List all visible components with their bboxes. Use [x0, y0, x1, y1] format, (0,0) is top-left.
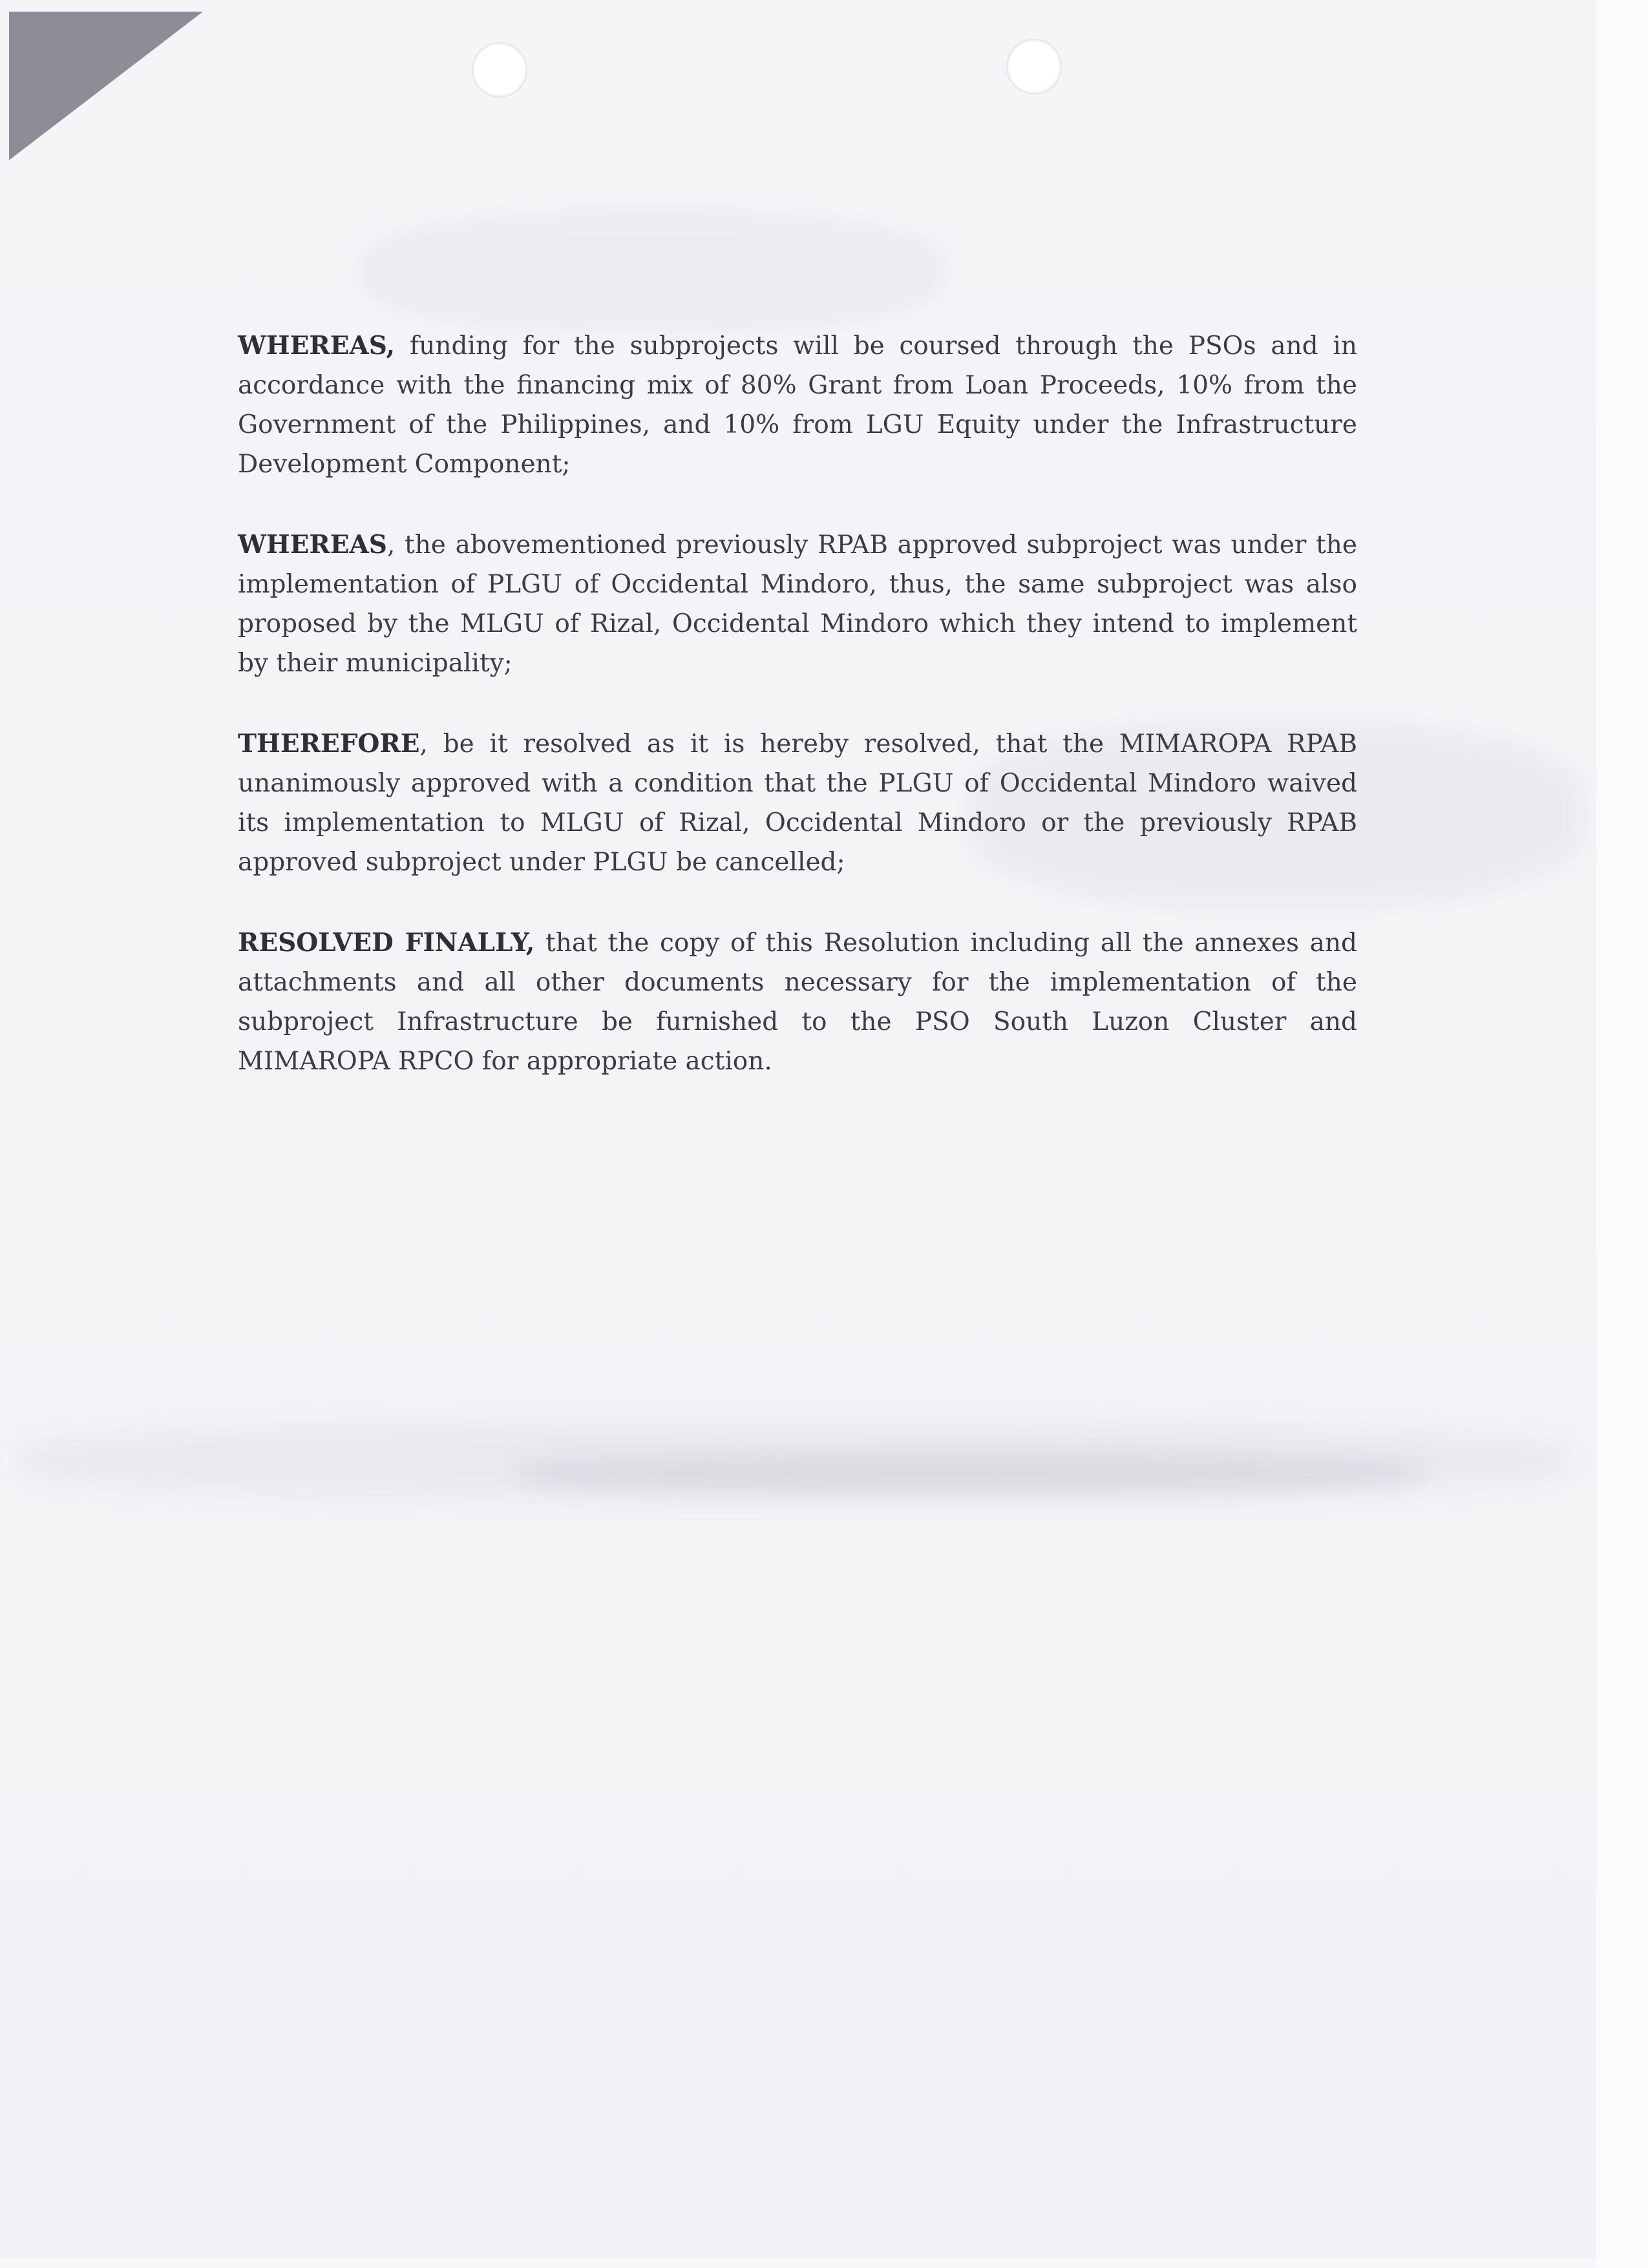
- show-through-smudge: [362, 213, 944, 330]
- paragraph-whereas-funding: [238, 326, 1357, 484]
- paragraph-text: , be it resolved as it is hereby resolved, that the MIMAROPA RPAB unanimously approved with a condition that the PLGU of Occidental Mindoro waived its implementation to MLGU of Rizal, Occidental Mindoro or the previously RPAB approved subproject under PLGU be cancelled;: [238, 730, 1357, 877]
- resolution-body: [238, 326, 1357, 1122]
- paragraph-text: funding for the subprojects will be coursed through the PSOs and in accordance with the financing mix of 80% Grant from Loan Proceeds, 10% from the Government of the Philippines, and 10% from LGU Equity under the Infrastructure Development Component;: [238, 331, 1357, 479]
- show-through-smudge: [517, 1454, 1422, 1493]
- paragraph-lead: WHEREAS: [238, 530, 387, 560]
- paragraph-therefore: [238, 724, 1357, 882]
- page-margin-edge: [1596, 0, 1648, 2268]
- paragraph-text: that the copy of this Resolution including all the annexes and attachments and all other documents necessary for the implementation of the subproject Infrastructure be furnished to the PSO South Luzon Cluster and MIMAROPA RPCO for appropriate action.: [238, 929, 1357, 1076]
- paragraph-resolved-finally: [238, 923, 1357, 1081]
- folded-corner: [9, 12, 203, 160]
- paragraph-lead: RESOLVED FINALLY,: [238, 928, 535, 958]
- paragraph-whereas-implementation: [238, 525, 1357, 683]
- paragraph-lead: WHEREAS,: [238, 331, 396, 361]
- paragraph-text: , the abovementioned previously RPAB approved subproject was under the implementation of PLGU of Occidental Mindoro, thus, the same subproject was also proposed by the MLGU of Rizal, Occidental Mindoro which they intend to implement by their municipality;: [238, 530, 1357, 678]
- punch-hole-left: [472, 42, 527, 98]
- paragraph-lead: THEREFORE: [238, 729, 420, 759]
- punch-hole-right: [1006, 39, 1062, 94]
